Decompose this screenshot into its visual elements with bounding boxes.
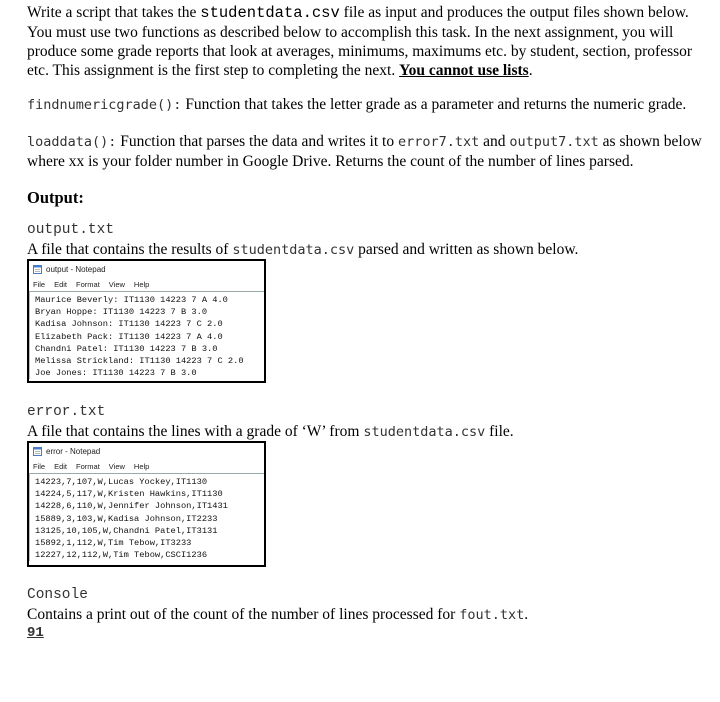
text-line: Maurice Beverly: IT1130 14223 7 A 4.0 [35,295,228,305]
text-line: 15889,3,103,W,Kadisa Johnson,IT2233 [35,513,218,524]
menu-view[interactable]: View [108,279,125,289]
output-section-title: output.txt [27,222,115,238]
error-section-description [27,422,717,442]
error-notepad-menubar [29,459,264,474]
function-grade-text: Function that takes the letter grade as a parameter and returns the numeric grade. [181,96,687,113]
notepad-icon [33,447,42,456]
function-load-and: and [479,133,510,150]
text-line: 14228,6,110,W,Jennifer Johnson,IT1431 [35,501,228,512]
console-line-count: 91 [27,625,44,641]
menu-format[interactable]: Format [76,461,100,471]
menu-format[interactable]: Format [76,279,100,289]
console-desc-text: Contains a print out of the count of the number of lines processed for [27,606,460,623]
function-grade-name: findnumericgrade [27,97,158,113]
error-section-title: error.txt [27,404,106,420]
error-notepad-window [27,441,266,567]
output-heading: Output: [27,188,84,207]
text-line: 15892,1,112,W,Tim Tebow,IT3233 [35,538,192,549]
function-load-name: loaddata [27,134,93,150]
text-line: Chandni Patel: IT1130 14223 7 B 3.0 [35,343,218,354]
error-desc-file: studentdata.csv [363,424,486,440]
output-desc-text-end: parsed and written as shown below. [354,241,579,258]
text-line: 13125,10,105,W,Chandni Patel,IT3131 [35,525,218,536]
output-section-description [27,240,717,260]
console-desc-file: fout.txt [459,607,525,623]
menu-edit[interactable]: Edit [54,461,68,471]
function-load-parens: (): [92,134,117,150]
text-line: 14223,7,107,W,Lucas Yockey,IT1130 [35,477,208,487]
output-desc-file: studentdata.csv [232,242,355,258]
error-desc-text: A file that contains the lines with a grade of ‘W’ from [27,423,364,440]
error-notepad-titlebar [29,443,264,459]
intro-text-rest: file as input and produces the output files shown below. You must use two functions as described below to accomplish this task. In the next assignment, you will produce some grade reports that look at averages, minimums, maximums etc. by student, section, professor etc. This assignment is the first step to completing the next. [27,4,693,79]
intro-text: Write a script that takes the [27,4,201,21]
text-line: Bryan Hoppe: IT1130 14223 7 B 3.0 [35,307,208,318]
menu-view[interactable]: View [108,461,125,471]
console-section-description [27,605,528,625]
text-line: 14224,5,117,W,Kristen Hawkins,IT1130 [35,489,223,500]
output-notepad-window [27,259,266,383]
function-load-description [27,132,713,171]
menu-help[interactable]: Help [133,461,150,471]
function-load-text: Function that parses the data and writes it to [116,133,398,150]
notepad-icon [33,265,42,274]
text-line: 12227,12,112,W,Tim Tebow,CSCI1236 [35,550,208,561]
intro-period: . [528,62,533,79]
menu-file[interactable]: File [33,461,46,471]
intro-warning: You cannot use lists [399,62,529,79]
text-line: Joe Jones: IT1130 14223 7 B 3.0 [35,368,197,379]
console-section-title: Console [27,587,88,603]
output-desc-text: A file that contains the results of [27,241,233,258]
error-notepad-content[interactable] [29,474,264,561]
intro-filename: studentdata.csv [200,4,340,22]
function-grade-description [27,95,717,115]
output-file-name: output7.txt [509,134,599,150]
output-notepad-content[interactable] [29,292,264,379]
menu-help[interactable]: Help [133,279,150,289]
output-notepad-title: output - Notepad [46,264,106,274]
output-notepad-menubar [29,277,264,292]
text-line: Elizabeth Pack: IT1130 14223 7 A 4.0 [35,331,223,342]
error-desc-text-end: file. [485,423,514,440]
text-line: Kadisa Johnson: IT1130 14223 7 C 2.0 [35,319,223,330]
function-load-text-rest: as shown below where xx is your folder number in Google Drive. Returns the count of the number of lines parsed. [27,133,702,170]
intro-paragraph [27,3,709,80]
output-notepad-titlebar [29,261,264,277]
menu-edit[interactable]: Edit [54,279,68,289]
error-file-name: error7.txt [397,134,480,150]
text-line: Melissa Strickland: IT1130 14223 7 C 2.0 [35,356,244,367]
menu-file[interactable]: File [33,279,46,289]
error-notepad-title: error - Notepad [46,446,101,456]
console-desc-text-end: . [524,606,529,623]
function-grade-parens: (): [157,97,182,113]
